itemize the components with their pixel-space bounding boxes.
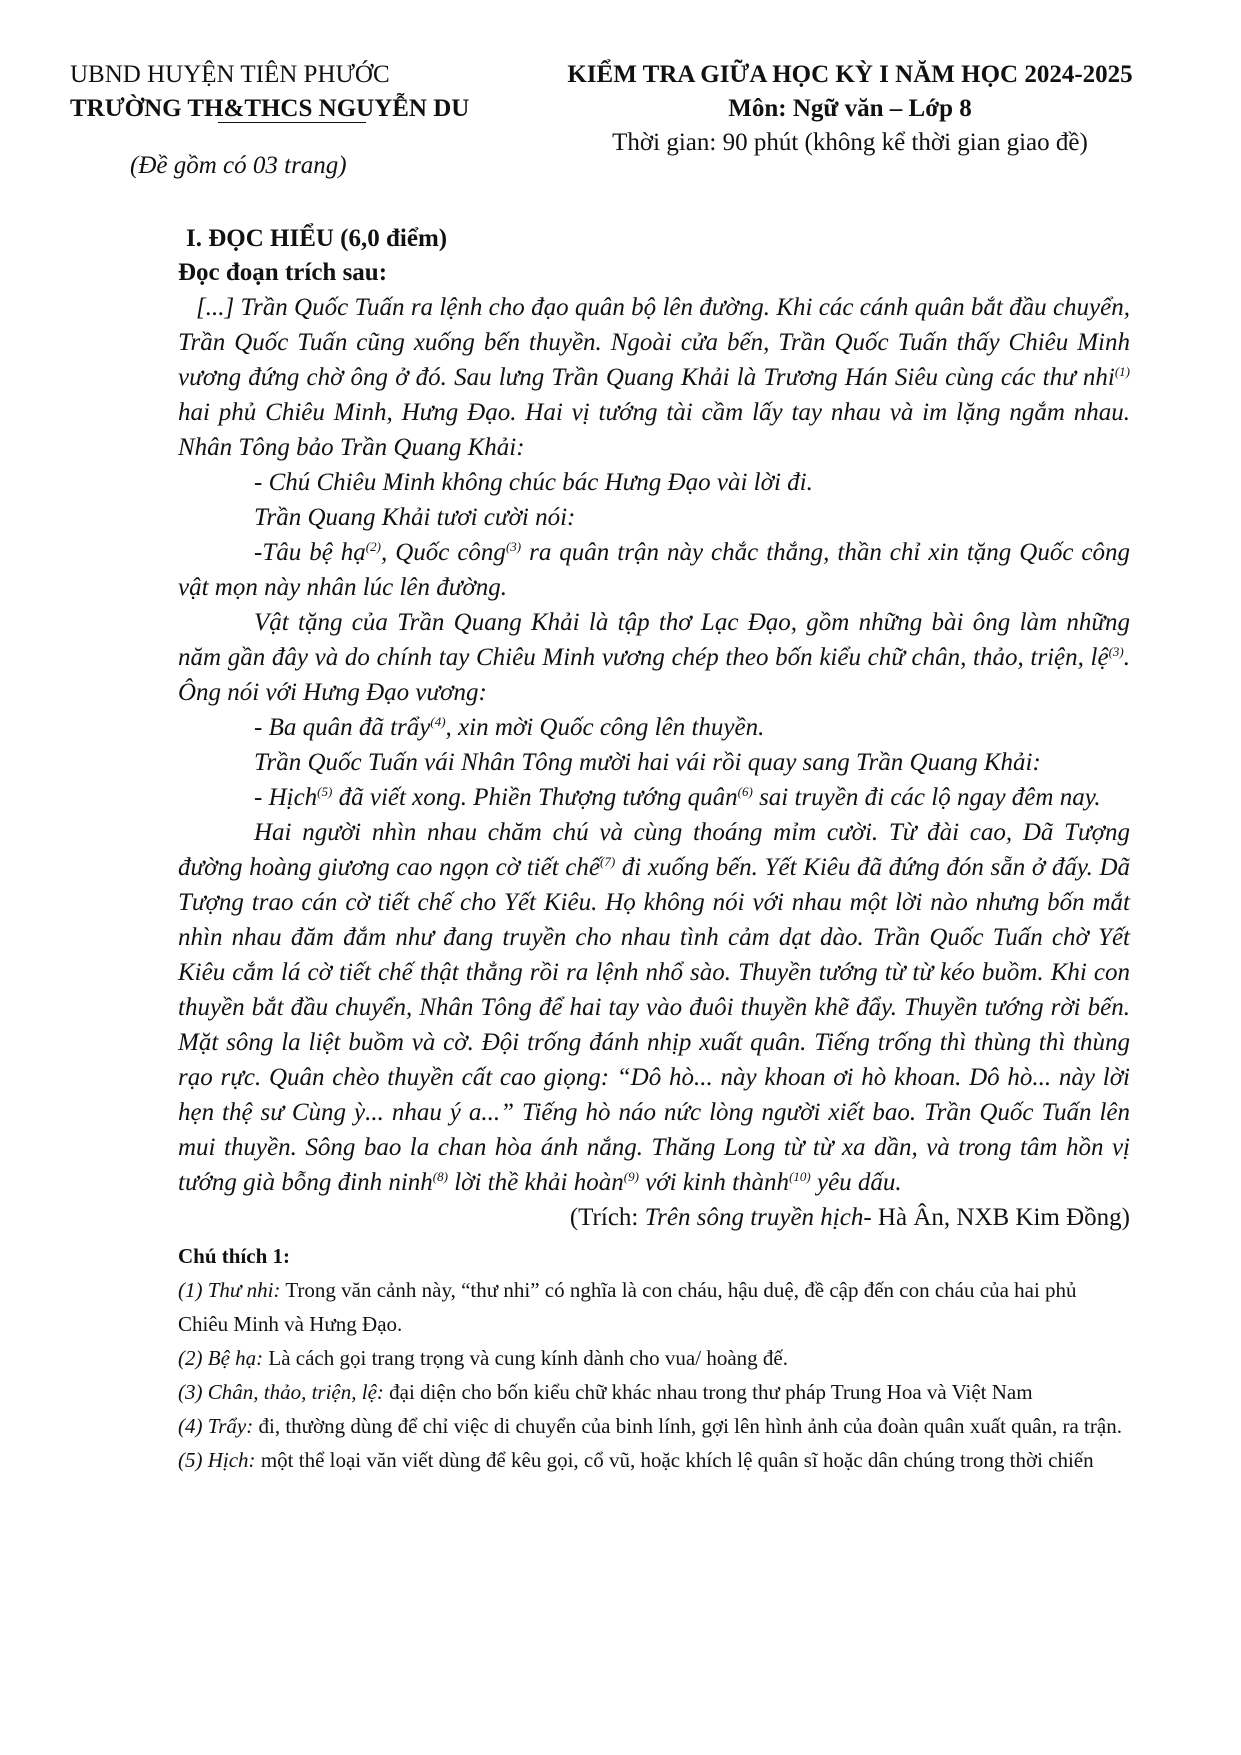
footnote-ref: (3): [505, 539, 522, 554]
footnote-ref: (10): [789, 1169, 811, 1184]
passage-paragraph: - Chú Chiêu Minh không chúc bác Hưng Đạo vài lời đi.: [254, 469, 813, 496]
exam-title: KIỂM TRA GIỮA HỌC KỲ I NĂM HỌC 2024-2025: [567, 61, 1133, 88]
school-header: [70, 58, 540, 126]
source-title: Trên sông truyền hịch: [644, 1204, 864, 1231]
footnote-ref: (1): [1114, 364, 1130, 379]
header-underline: [218, 122, 366, 123]
note-item: (1) Thư nhi: Trong văn cảnh này, “thư nhi” có nghĩa là con cháu, hậu duệ, đề cập đến con cháu của hai phủ Chiêu Minh và Hưng Đạo.: [178, 1278, 1077, 1336]
exam-header: [520, 58, 1180, 160]
main-content: [178, 222, 1130, 1477]
note-item: (3) Chân, thảo, triện, lệ: đại diện cho bốn kiểu chữ khác nhau trong thư pháp Trung Hoa và Việt Nam: [178, 1380, 1033, 1404]
notes-title: Chú thích 1:: [178, 1244, 291, 1268]
footnote-ref: (3): [1108, 644, 1124, 659]
note-item: (4) Trẩy: đi, thường dùng để chỉ việc di chuyển của binh lính, gợi lên hình ảnh của đoàn quân xuất quân, ra trận.: [178, 1414, 1122, 1438]
exam-subject: Môn: Ngữ văn – Lớp 8: [728, 95, 972, 122]
footnote-ref: (8): [432, 1169, 448, 1184]
school-name: TRƯỜNG TH&THCS NGUYỄN DU: [70, 95, 470, 122]
passage-paragraph: - Hịch$^{(5)}$ đã viết xong. Phiền Thượng tướng quân$^{(6)}$ sai truyền đi các lộ ngay đêm nay.: [254, 784, 1101, 811]
footnote-ref: (9): [623, 1169, 639, 1184]
passage-paragraph: Vật tặng của Trần Quang Khải là tập thơ Lạc Đạo, gồm những bài ông làm những năm gần đây và do chính tay Chiêu Minh vương chép theo bốn kiểu chữ chân, thảo, triện, lệ$^{(3)}$. Ông nói với Hưng Đạo vương:: [178, 609, 1130, 706]
passage-paragraph: [...] Trần Quốc Tuấn ra lệnh cho đạo quân bộ lên đường. Khi các cánh quân bắt đầu chuyển, Trần Quốc Tuấn cũng xuống bến thuyền. Ngoài cửa bến, Trần Quốc Tuấn thấy Chiêu Minh vương đứng chờ ông ở đó. Sau lưng Trần Quang Khải là Trương Hán Siêu cùng các thư nhi$^{(1)}$ hai phủ Chiêu Minh, Hưng Đạo. Hai vị tướng tài cầm lấy tay nhau và im lặng ngắm nhau. Nhân Tông bảo Trần Quang Khải:: [178, 294, 1130, 461]
exam-duration: Thời gian: 90 phút (không kể thời gian giao đề): [612, 129, 1088, 156]
reading-passage: [178, 290, 1130, 1200]
footnote-ref: (6): [737, 784, 753, 799]
section-title: I. ĐỌC HIỂU (6,0 điểm): [186, 225, 448, 252]
passage-source: (Trích: Trên sông truyền hịch- Hà Ân, NXB Kim Đồng): [569, 1204, 1130, 1231]
note-item: (5) Hịch: một thể loại văn viết dùng để kêu gọi, cổ vũ, hoặc khích lệ quân sĩ hoặc dân chúng trong thời chiến: [178, 1448, 1094, 1472]
passage-paragraph: Hai người nhìn nhau chăm chú và cùng thoáng mỉm cười. Từ đài cao, Dã Tượng đường hoàng giương cao ngọn cờ tiết chế$^{(7)}$ đi xuống bến. Yết Kiêu đã đứng đón sẵn ở đấy. Dã Tượng trao cán cờ tiết chế cho Yết Kiêu. Họ không nói với nhau một lời nào nhưng bốn mắt nhìn nhau đăm đắm như đang truyền cho nhau tình cảm dạt dào. Trần Quốc Tuấn chờ Yết Kiêu cắm lá cờ tiết chế thật thẳng rồi ra lệnh nhổ sào. Thuyền tướng từ từ kéo buồm. Khi con thuyền bắt đầu chuyển, Nhân Tông để hai tay vào đuôi thuyền khẽ đẩy. Thuyền tướng rời bến. Mặt sông la liệt buồm và cờ. Đội trống đánh nhịp xuất quân. Tiếng trống thì thùng thì thùng rạo rực. Quân chèo thuyền cất cao giọng: “Dô hò... này khoan ơi hò khoan. Dô hò... này lời hẹn thệ sư Cùng ỳ... nhau ý a...” Tiếng hò náo nức lòng người xiết bao. Trần Quốc Tuấn lên mui thuyền. Sông bao la chan hòa ánh nắng. Thăng Long từ từ xa dần, và trong tâm hồn vị tướng già bỗng đinh ninh$^{(8)}$ lời thề khải hoàn$^{(9)}$ với kinh thành$^{(10)}$ yêu dấu.: [178, 819, 1131, 1196]
passage-paragraph: Trần Quang Khải tươi cười nói:: [254, 504, 576, 531]
footnote-ref: (5): [317, 784, 333, 799]
passage-paragraph: -Tâu bệ hạ$^{(2)}$, Quốc công$^{(3)}$ ra quân trận này chắc thắng, thần chỉ xin tặng Quốc công vật mọn này nhân lúc lên đường.: [178, 539, 1130, 601]
footnote-ref: (7): [599, 854, 616, 869]
page-count-note: (Đề gồm có 03 trang): [130, 152, 347, 179]
note-item: (2) Bệ hạ: Là cách gọi trang trọng và cung kính dành cho vua/ hoàng đế.: [178, 1346, 788, 1370]
footnote-ref: (2): [365, 539, 381, 554]
footnote-ref: (4): [430, 714, 446, 729]
passage-paragraph: Trần Quốc Tuấn vái Nhân Tông mười hai vái rồi quay sang Trần Quang Khải:: [254, 749, 1041, 776]
district-name: UBND HUYỆN TIÊN PHƯỚC: [70, 61, 390, 88]
section-instruction: Đọc đoạn trích sau:: [178, 259, 388, 286]
passage-paragraph: - Ba quân đã trẩy$^{(4)}$, xin mời Quốc công lên thuyền.: [254, 714, 765, 741]
